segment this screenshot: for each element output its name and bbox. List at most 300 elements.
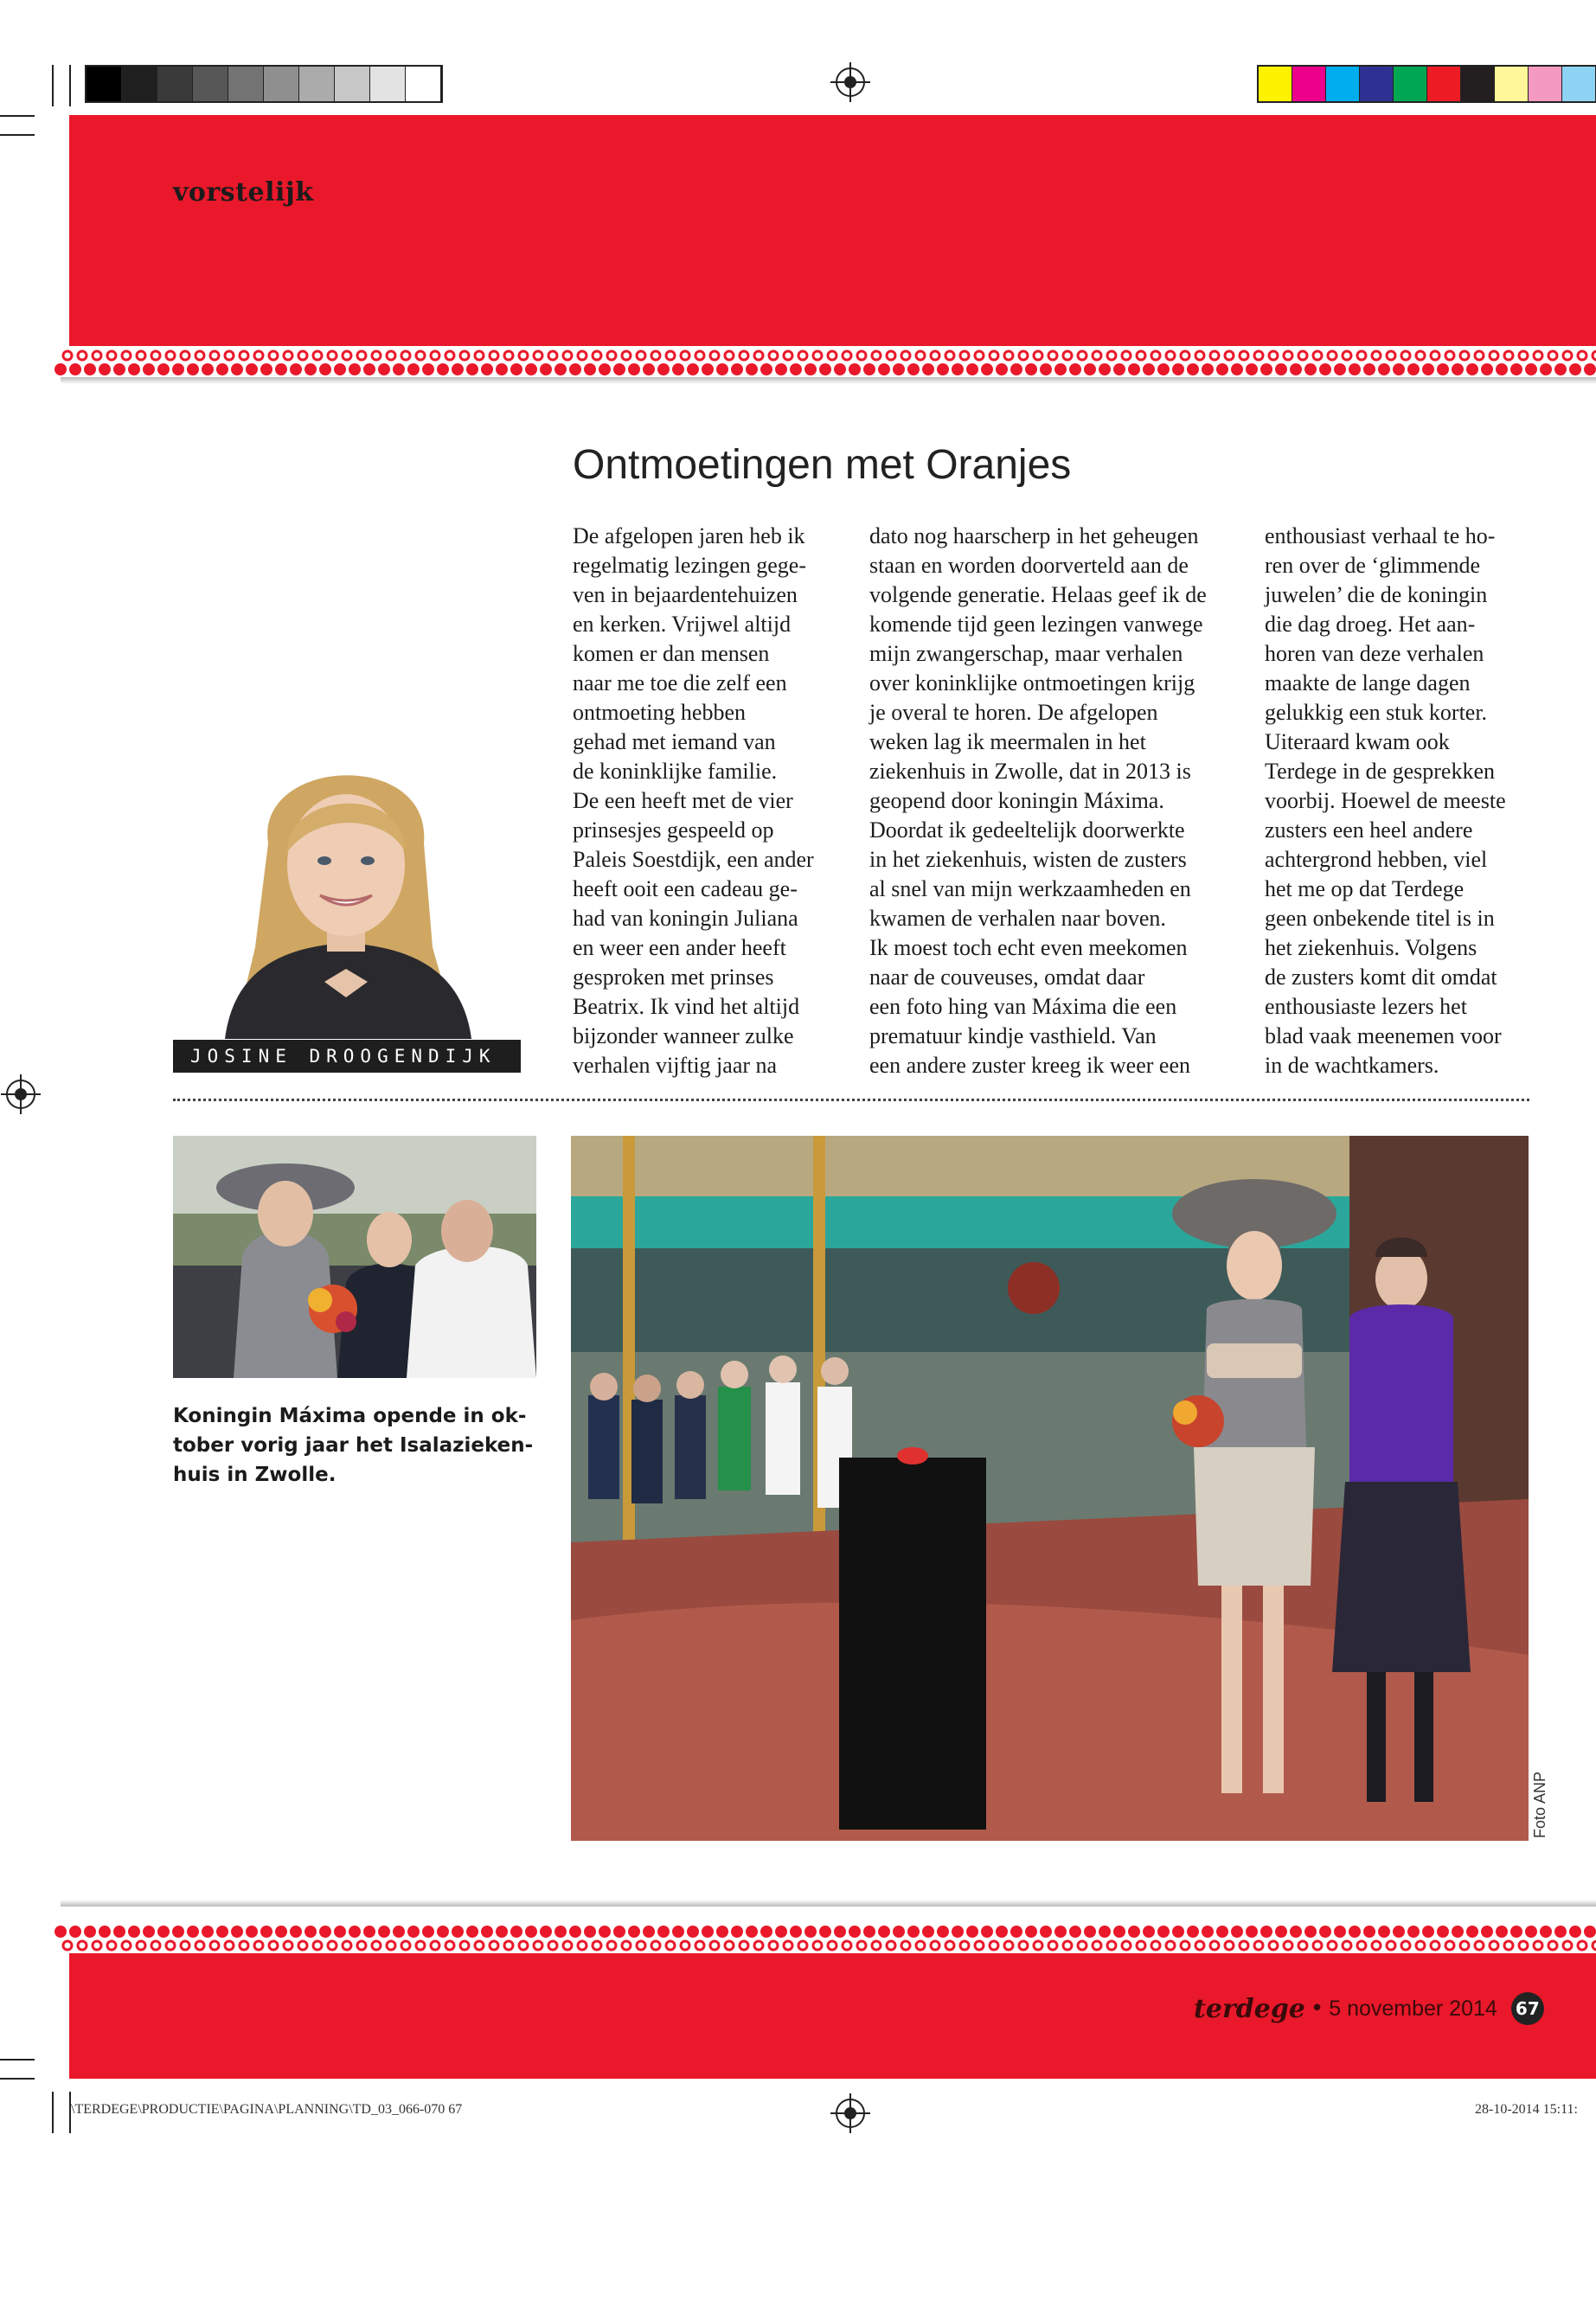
border-dot [1496, 1926, 1508, 1938]
border-dot [893, 1926, 905, 1938]
border-dot [1378, 1926, 1390, 1938]
border-dot [1246, 1926, 1258, 1938]
border-ring [666, 351, 675, 360]
border-ring [1210, 1941, 1219, 1950]
gray-swatch [228, 67, 264, 101]
border-ring [181, 351, 189, 360]
border-ring [828, 351, 836, 360]
border-ring [563, 351, 572, 360]
border-dot [1010, 1926, 1022, 1938]
border-dot [1202, 363, 1214, 375]
border-ring [740, 1941, 748, 1950]
border-dot [731, 363, 743, 375]
border-dot [628, 1926, 640, 1938]
border-dot [466, 1926, 478, 1938]
border-dot [1304, 363, 1317, 375]
border-ring [725, 1941, 734, 1950]
registration-target-icon [836, 2099, 865, 2128]
gray-swatch [335, 67, 370, 101]
border-dot [687, 1926, 699, 1938]
border-dot [69, 363, 81, 375]
border-dot [452, 1926, 464, 1938]
border-dot [804, 1926, 817, 1938]
border-ring [269, 1941, 278, 1950]
border-ring [1019, 1941, 1028, 1950]
border-dot [1334, 1926, 1346, 1938]
border-dot [687, 363, 699, 375]
border-ring [1298, 351, 1307, 360]
border-ring [1460, 351, 1469, 360]
footer-separator: • [1310, 1996, 1324, 2022]
gray-swatch [299, 67, 335, 101]
border-ring [240, 351, 248, 360]
border-ring [1093, 1941, 1101, 1950]
grayscale-calibration-bar [85, 65, 443, 103]
border-ring [107, 351, 116, 360]
border-ring [151, 351, 160, 360]
border-ring [254, 351, 263, 360]
border-dot [1202, 1926, 1214, 1938]
border-dot [702, 363, 714, 375]
border-ring [1078, 351, 1086, 360]
border-dot [1407, 1926, 1420, 1938]
gray-swatch [264, 67, 299, 101]
border-ring [1490, 1941, 1498, 1950]
border-ring [945, 1941, 954, 1950]
border-dot [834, 363, 846, 375]
border-dot [790, 363, 802, 375]
border-dot [1231, 363, 1243, 375]
border-ring [1107, 351, 1116, 360]
border-ring [960, 1941, 969, 1950]
border-dot [202, 1926, 214, 1938]
border-ring [490, 351, 498, 360]
border-dot [1260, 363, 1272, 375]
border-ring [78, 1941, 87, 1950]
border-ring [931, 1941, 939, 1950]
border-ring [901, 1941, 910, 1950]
border-dot [1319, 363, 1331, 375]
border-ring [1269, 351, 1278, 360]
border-dot [1363, 1926, 1375, 1938]
border-ring [901, 351, 910, 360]
border-ring [519, 1941, 528, 1950]
border-dot [334, 1926, 346, 1938]
crop-mark [0, 115, 35, 117]
border-ring [1137, 351, 1145, 360]
border-ring [1504, 351, 1513, 360]
border-dot [1128, 363, 1140, 375]
border-dot [804, 363, 817, 375]
border-dot [172, 363, 184, 375]
border-ring [548, 1941, 557, 1950]
border-ring [1475, 351, 1484, 360]
border-ring [195, 1941, 204, 1950]
border-dot [202, 363, 214, 375]
border-ring [328, 1941, 337, 1950]
border-dot [996, 363, 1008, 375]
border-dot [760, 1926, 772, 1938]
article-headline: Ontmoetingen met Oranjes [573, 442, 1072, 488]
border-ring [1284, 1941, 1292, 1950]
border-ring [548, 351, 557, 360]
border-ring [1210, 351, 1219, 360]
border-ring [1563, 351, 1572, 360]
border-dot [819, 1926, 831, 1938]
border-ring [372, 351, 381, 360]
border-ring [1578, 1941, 1586, 1950]
author-name-caption: JOSINE DROOGENDIJK [173, 1040, 521, 1073]
border-ring [1416, 351, 1425, 360]
color-swatch [1461, 67, 1495, 101]
article-column-1: De afgelopen jaren heb ik regelmatig lezingen gege- ven in bejaardentehuizen en kerken. Vrijwel altijd komen er dan mensen naar me toe die zelf een ontmoeting hebben gehad met iemand van de koninklijke familie. De een heeft met de vier prinsesjes gespeeld op Paleis Soestdijk, een ander heeft ooit een cadeau ge- had van koningin Juliana en weer een ander heeft gesproken met prinses Beatrix. Ik vind het altijd bijzonder wanneer zulke verhalen vijftig jaar na [573, 523, 814, 1078]
border-ring [1593, 1941, 1596, 1950]
border-ring [607, 1941, 616, 1950]
border-ring [137, 1941, 145, 1950]
border-dot [1069, 1926, 1081, 1938]
border-dot [84, 1926, 96, 1938]
gray-swatch [87, 67, 122, 101]
print-slug-timestamp: 28-10-2014 15:11: [1475, 2102, 1578, 2117]
border-dot [437, 363, 449, 375]
border-ring [1475, 1941, 1484, 1950]
border-ring [122, 351, 131, 360]
border-ring [1357, 351, 1366, 360]
border-dot [1422, 1926, 1434, 1938]
border-ring [1151, 1941, 1160, 1950]
border-dot [863, 1926, 875, 1938]
border-ring [490, 1941, 498, 1950]
border-ring [1078, 1941, 1086, 1950]
border-ring [1093, 351, 1101, 360]
border-dot [907, 1926, 920, 1938]
border-ring [1004, 1941, 1013, 1950]
border-ring [975, 351, 984, 360]
border-ring [710, 351, 719, 360]
border-dot [1187, 1926, 1199, 1938]
border-dot [363, 1926, 375, 1938]
dot-row [52, 346, 1596, 379]
border-dot [1216, 363, 1228, 375]
photo-bouquet-handover [173, 1136, 536, 1378]
border-dot [849, 363, 861, 375]
border-ring [1578, 351, 1586, 360]
border-dot [643, 363, 655, 375]
color-swatch [1326, 67, 1360, 101]
header-band [69, 115, 1596, 357]
border-ring [622, 1941, 631, 1950]
border-dot [422, 363, 434, 375]
border-dot [496, 1926, 508, 1938]
border-ring [1328, 351, 1336, 360]
border-dot [349, 363, 361, 375]
border-dot [1569, 1926, 1581, 1938]
border-dot [731, 1926, 743, 1938]
gray-swatch [406, 67, 441, 101]
border-ring [284, 351, 292, 360]
border-ring [401, 1941, 410, 1950]
border-ring [1225, 1941, 1234, 1950]
border-dot [99, 363, 111, 375]
border-dot [554, 363, 567, 375]
color-swatch [1292, 67, 1326, 101]
border-ring [1387, 1941, 1395, 1950]
photo-credit: Foto ANP [1531, 1771, 1548, 1838]
dotted-border-bottom [52, 1922, 1596, 1955]
border-dot [922, 1926, 934, 1938]
band-shadow [61, 1900, 1596, 1907]
border-dot [319, 363, 331, 375]
crop-mark [0, 2059, 35, 2061]
border-dot [1540, 363, 1552, 375]
border-dot [540, 1926, 552, 1938]
border-dot [1569, 363, 1581, 375]
border-dot [1084, 363, 1096, 375]
border-ring [343, 1941, 351, 1950]
border-dot [1157, 363, 1170, 375]
border-dot [290, 1926, 302, 1938]
border-ring [1328, 1941, 1336, 1950]
border-ring [298, 1941, 307, 1950]
border-dot [922, 363, 934, 375]
border-dot [613, 363, 625, 375]
border-dot [1246, 363, 1258, 375]
border-ring [195, 351, 204, 360]
border-dot [599, 363, 611, 375]
border-ring [1372, 351, 1381, 360]
border-ring [1166, 1941, 1175, 1950]
border-dot [1143, 363, 1155, 375]
border-ring [1240, 351, 1248, 360]
border-dot [1040, 1926, 1052, 1938]
crop-mark [69, 65, 71, 106]
band-shadow [61, 377, 1596, 384]
dot-row [52, 1922, 1596, 1955]
border-ring [651, 351, 660, 360]
border-ring [813, 351, 822, 360]
border-dot [378, 363, 390, 375]
border-dot [143, 1926, 155, 1938]
border-dot [1113, 1926, 1125, 1938]
border-ring [710, 1941, 719, 1950]
border-dot [1481, 1926, 1493, 1938]
border-ring [1063, 351, 1072, 360]
border-dot [937, 363, 949, 375]
border-ring [1181, 1941, 1189, 1950]
border-dot [319, 1926, 331, 1938]
border-dot [510, 363, 522, 375]
border-ring [1563, 1941, 1572, 1950]
gray-swatch [122, 67, 157, 101]
border-ring [754, 351, 763, 360]
border-dot [1128, 1926, 1140, 1938]
crop-mark [52, 2092, 54, 2133]
border-dot [481, 1926, 493, 1938]
border-ring [695, 1941, 704, 1950]
border-ring [1107, 1941, 1116, 1950]
border-dot [775, 1926, 787, 1938]
border-dot [407, 363, 420, 375]
border-ring [975, 1941, 984, 1950]
border-dot [952, 363, 964, 375]
border-dot [628, 363, 640, 375]
border-ring [769, 351, 778, 360]
border-ring [269, 351, 278, 360]
crop-mark [0, 134, 35, 136]
border-dot [231, 363, 243, 375]
border-dot [952, 1926, 964, 1938]
border-ring [843, 351, 851, 360]
border-dot [657, 1926, 670, 1938]
border-ring [298, 351, 307, 360]
article-column-3: enthousiast verhaal te ho- ren over de ‘glimmende juwelen’ die de koningin die dag droeg. Het aan- horen van deze verhalen maakte de lange dagen gelukkig een stuk korter. Uiteraard kwam ook Terdege in de gesprekken voorbij. Hoewel de meeste zusters een heel andere achtergrond hebben, viel het me op dat Terdege geen onbekende titel is in het ziekenhuis. Volgens de zusters komt dit omdat enthousiaste lezers het blad vaak meenemen voor in de wachtkamers. [1265, 523, 1506, 1078]
border-ring [857, 1941, 866, 1950]
border-dot [422, 1926, 434, 1938]
border-dot [907, 363, 920, 375]
border-dot [937, 1926, 949, 1938]
border-ring [1166, 351, 1175, 360]
border-dot [1172, 363, 1184, 375]
border-dot [246, 1926, 258, 1938]
border-dot [304, 363, 317, 375]
border-dot [275, 363, 287, 375]
border-ring [357, 1941, 366, 1950]
border-dot [966, 363, 978, 375]
color-swatch [1529, 67, 1562, 101]
color-swatch [1259, 67, 1292, 101]
border-ring [843, 1941, 851, 1950]
border-dot [878, 363, 890, 375]
border-ring [1284, 351, 1292, 360]
border-dot [128, 363, 140, 375]
border-ring [725, 351, 734, 360]
border-ring [387, 1941, 395, 1950]
border-ring [254, 1941, 263, 1950]
border-dot [54, 1926, 67, 1938]
border-ring [1343, 351, 1351, 360]
border-ring [519, 351, 528, 360]
border-ring [916, 1941, 925, 1950]
border-dot [643, 1926, 655, 1938]
border-ring [990, 1941, 998, 1950]
color-swatch [1562, 67, 1596, 101]
border-dot [672, 363, 684, 375]
border-dot [393, 1926, 405, 1938]
crop-mark [0, 2078, 35, 2080]
border-ring [1313, 351, 1322, 360]
border-ring [1519, 351, 1528, 360]
border-ring [1445, 351, 1454, 360]
border-dot [1466, 363, 1478, 375]
border-ring [578, 351, 586, 360]
border-dot [1525, 363, 1537, 375]
border-dot [69, 1926, 81, 1938]
border-dot [216, 1926, 228, 1938]
border-ring [166, 1941, 175, 1950]
border-dot [599, 1926, 611, 1938]
border-ring [1416, 1941, 1425, 1950]
border-dot [510, 1926, 522, 1938]
border-ring [651, 1941, 660, 1950]
border-ring [401, 351, 410, 360]
border-ring [1254, 1941, 1263, 1950]
border-ring [460, 1941, 469, 1950]
border-ring [798, 1941, 807, 1950]
border-dot [113, 363, 125, 375]
border-ring [166, 351, 175, 360]
border-ring [1048, 351, 1057, 360]
border-ring [210, 1941, 219, 1950]
registration-target-icon [6, 1080, 35, 1109]
border-dot [216, 363, 228, 375]
border-ring [1181, 351, 1189, 360]
border-ring [607, 351, 616, 360]
dotted-border-top [52, 346, 1596, 379]
border-dot [554, 1926, 567, 1938]
border-ring [122, 1941, 131, 1950]
border-dot [1584, 363, 1596, 375]
border-dot [1040, 363, 1052, 375]
border-dot [99, 1926, 111, 1938]
border-ring [681, 1941, 689, 1950]
border-dot [1084, 1926, 1096, 1938]
border-dot [849, 1926, 861, 1938]
section-label: vorstelijk [173, 177, 314, 208]
border-dot [1113, 363, 1125, 375]
border-dot [1216, 1926, 1228, 1938]
border-ring [63, 1941, 72, 1950]
border-ring [1019, 351, 1028, 360]
border-dot [540, 363, 552, 375]
page-number-badge: 67 [1511, 1992, 1544, 2025]
border-dot [304, 1926, 317, 1938]
border-dot [878, 1926, 890, 1938]
border-ring [622, 351, 631, 360]
border-ring [151, 1941, 160, 1950]
registration-target-icon [836, 67, 865, 97]
photo-illustration [173, 1136, 536, 1378]
color-swatch [1360, 67, 1394, 101]
border-ring [460, 351, 469, 360]
border-dot [54, 363, 67, 375]
border-ring [63, 351, 72, 360]
border-ring [593, 1941, 601, 1950]
border-dot [1069, 363, 1081, 375]
border-ring [1122, 351, 1131, 360]
border-ring [695, 351, 704, 360]
author-portrait [173, 722, 519, 1039]
border-ring [181, 1941, 189, 1950]
border-dot [481, 363, 493, 375]
gray-swatch [157, 67, 193, 101]
border-dot [1393, 1926, 1405, 1938]
gray-swatch [370, 67, 406, 101]
border-ring [1490, 351, 1498, 360]
border-dot [172, 1926, 184, 1938]
border-dot [1054, 1926, 1067, 1938]
border-ring [681, 351, 689, 360]
border-ring [1431, 351, 1439, 360]
border-ring [1122, 1941, 1131, 1950]
issue-date: 5 november 2014 [1329, 1996, 1497, 2021]
border-dot [672, 1926, 684, 1938]
border-ring [416, 351, 425, 360]
border-ring [1151, 351, 1160, 360]
border-dot [452, 363, 464, 375]
border-dot [157, 363, 170, 375]
border-dot [775, 363, 787, 375]
border-ring [1240, 1941, 1248, 1950]
